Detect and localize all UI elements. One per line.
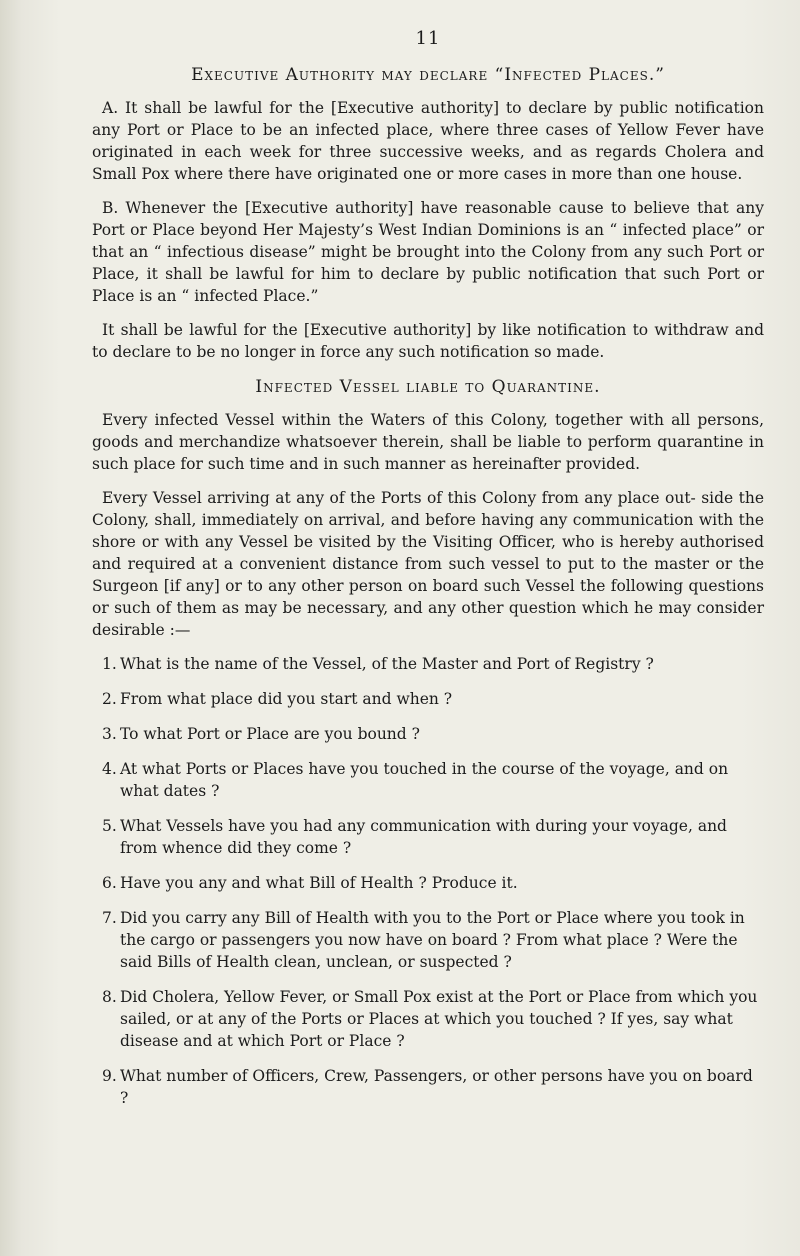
question-item <box>92 872 764 894</box>
question-text: Did Cholera, Yellow Fever, or Small Pox exist at the Port or Place from which you sailed, or at any of the Ports or Places at which you touched ? If yes, say what disease and at which Port or Place ? <box>120 988 758 1050</box>
question-text: What number of Officers, Crew, Passengers, or other persons have you on board ? <box>120 1067 753 1107</box>
question-number: 5. <box>102 817 117 835</box>
question-text: From what place did you start and when ? <box>120 690 453 708</box>
question-item <box>92 815 764 859</box>
paragraph-withdraw: It shall be lawful for the [Executive authority] by like notification to withdraw and to declare to be no longer in force any such notification so made. <box>92 321 764 361</box>
section-heading-quarantine: Infected Vessel liable to Quarantine. <box>255 377 601 397</box>
questions-list <box>92 653 764 1109</box>
question-item <box>92 758 764 802</box>
question-text: At what Ports or Places have you touched in the course of the voyage, and on what dates ? <box>120 760 729 800</box>
question-item <box>92 653 764 675</box>
question-text: Have you any and what Bill of Health ? Produce it. <box>120 874 518 892</box>
paragraph-a: A. It shall be lawful for the [Executive authority] to declare by public notification any Port or Place to be an infected place, where three cases of Yellow Fever have originated in each week for three successive weeks, and as regards Cholera and Small Pox where there have originated one or more cases in more than one house. <box>92 99 764 183</box>
question-text: To what Port or Place are you bound ? <box>120 725 420 743</box>
paragraph-infected-vessel: Every infected Vessel within the Waters of this Colony, together with all persons, goods and merchandize whatsoever therein, shall be liable to perform quarantine in such place for such time and in such manner as hereinafter provided. <box>92 411 764 473</box>
question-text: What is the name of the Vessel, of the Master and Port of Registry ? <box>120 655 654 673</box>
paragraph-b: B. Whenever the [Executive authority] have reasonable cause to believe that any Port or Place beyond Her Majesty’s West Indian Dominions is an “ infected place” or that an “ infectious disease” might be brought into the Colony from any such Port or Place, it shall be lawful for him to declare by public notification that such Port or Place is an “ infected Place.” <box>92 199 764 305</box>
section-heading-infected-places: Executive Authority may declare “Infected Places.” <box>191 65 665 85</box>
question-number: 9. <box>102 1067 117 1085</box>
page-content <box>92 28 764 1122</box>
question-item <box>92 907 764 973</box>
question-item <box>92 723 764 745</box>
page-number: 11 <box>415 28 441 49</box>
question-number: 1. <box>102 655 117 673</box>
question-item <box>92 1065 764 1109</box>
question-text: What Vessels have you had any communication with during your voyage, and from whence did they come ? <box>120 817 727 857</box>
question-item <box>92 986 764 1052</box>
question-number: 6. <box>102 874 117 892</box>
question-text: Did you carry any Bill of Health with you to the Port or Place where you took in the cargo or passengers you now have on board ? From what place ? Were the said Bills of Health clean, unclean, or suspected ? <box>120 909 745 971</box>
question-number: 8. <box>102 988 117 1006</box>
question-item <box>92 688 764 710</box>
paragraph-vessel-arriving: Every Vessel arriving at any of the Ports of this Colony from any place out- side the Colony, shall, immediately on arrival, and before having any communication with the shore or with any Vessel be visited by the Visiting Officer, who is hereby authorised and required at a convenient distance from such vessel to put to the master or the Surgeon [if any] or to any other person on board such Vessel the following questions or such of them as may be necessary, and any other question which he may consider desirable :— <box>92 489 764 639</box>
question-number: 7. <box>102 909 117 927</box>
question-number: 4. <box>102 760 117 778</box>
question-number: 2. <box>102 690 117 708</box>
question-number: 3. <box>102 725 117 743</box>
